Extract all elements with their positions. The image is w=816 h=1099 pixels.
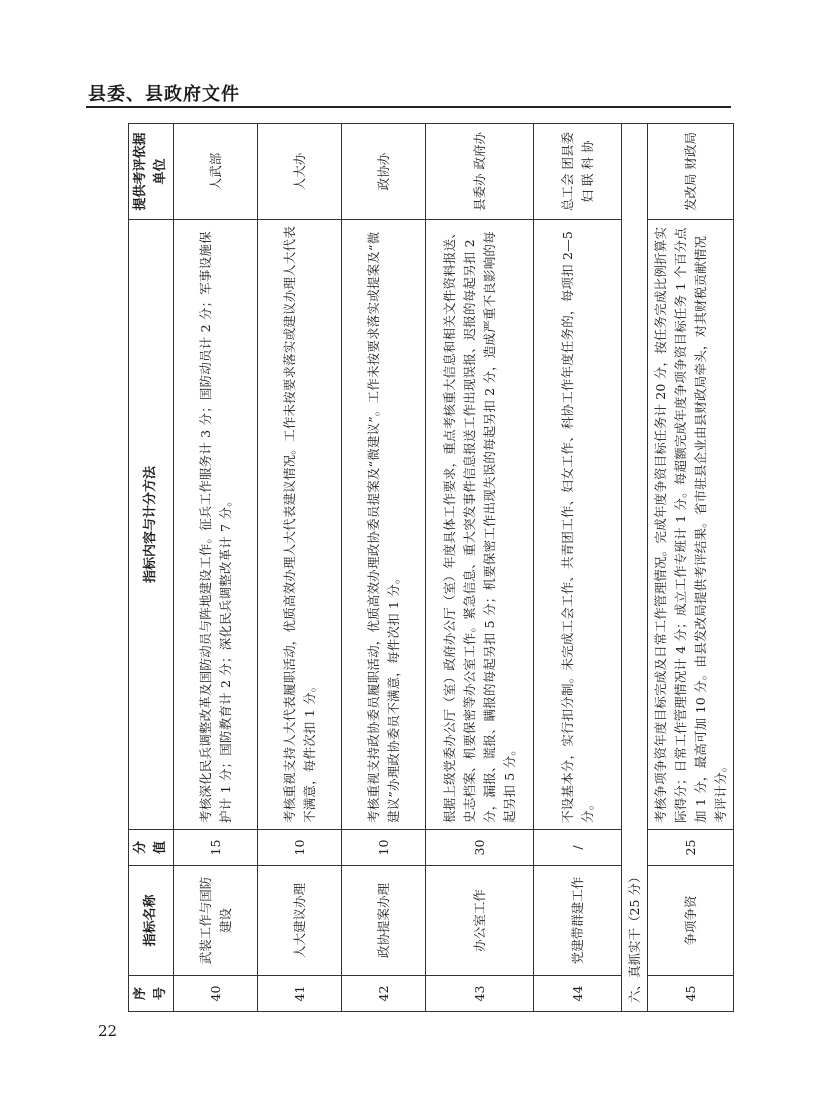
row-unit: 人武部 [174, 124, 258, 220]
row-score: 10 [342, 830, 426, 866]
page-header-title: 县委、县政府文件 [88, 84, 240, 105]
table-header-row [129, 124, 174, 1012]
row-score: 10 [258, 830, 342, 866]
section-row [622, 124, 648, 1012]
table-row [426, 124, 534, 1012]
row-method: 考核争项争资年度目标完成及日常工作管理情况。完成年度争资目标任务计 20 分，按任务完成比例折算实际得分；日常工作管理情况计 4 分；成立工作专班计 1 分。每超额完成年度争项争资目标任务 1 个百分点加 1 分，最高可加 10 分。由县发改局提供考评结果。省市驻县企业由县财政局牵头，对其财税贡献情况考评计分。 [648, 220, 734, 830]
row-unit: 发改局 财政局 [648, 124, 734, 220]
row-seq: 44 [534, 976, 622, 1012]
row-name: 办公室工作 [426, 866, 534, 976]
row-name: 争项争资 [648, 866, 734, 976]
table-row [342, 124, 426, 1012]
col-header-score: 分值 [129, 830, 174, 866]
row-seq: 41 [258, 976, 342, 1012]
row-method: 考核重视支持人大代表履职活动，优质高效办理人大代表建议情况。工作未按要求落实或建议办理人大代表不满意，每件次扣 1 分。 [258, 220, 342, 830]
table-row [258, 124, 342, 1012]
row-method: 根据上级党委办公厅（室）政府办公厅（室）年度具体工作要求，重点考核重大信息和相关文件资料报送、史志档案、机要保密等办公室工作。紧急信息、重大突发事件信息报送工作出现误报、迟报的每起另扣 2 分，漏报、谎报、瞒报的每起另扣 5 分；机要保密工作出现失误的每起另扣 2 分，造成严重不良影响的每起另扣 5 分。 [426, 220, 534, 830]
row-name: 武装工作与国防建设 [174, 866, 258, 976]
row-method: 不设基本分，实行扣分制。未完成工会工作、共青团工作、妇女工作、科协工作年度任务的，每项扣 2—5 分。 [534, 220, 622, 830]
col-header-unit: 提供考评依据单位 [129, 124, 174, 220]
row-seq: 40 [174, 976, 258, 1012]
row-unit: 政协办 [342, 124, 426, 220]
row-name: 人大建议办理 [258, 866, 342, 976]
page-number: 22 [98, 1022, 118, 1040]
col-header-name: 指标名称 [129, 866, 174, 976]
section-label: 六、真抓实干（25 分） [622, 124, 648, 1012]
row-unit: 总工会 团县委 妇 联 科 协 [534, 124, 622, 220]
table-row [534, 124, 622, 1012]
row-method: 考核重视支持政协委员履职活动，优质高效办理政协委员提案及“微建议”。工作未按要求落实或提案及“微建议”办理政协委员不满意，每件次扣 1 分。 [342, 220, 426, 830]
row-seq: 43 [426, 976, 534, 1012]
indicator-table [128, 123, 734, 1012]
header-rule [86, 106, 731, 108]
row-unit: 县委办 政府办 [426, 124, 534, 220]
row-score: / [534, 830, 622, 866]
row-score: 30 [426, 830, 534, 866]
table-row [174, 124, 258, 1012]
row-method: 考核深化民兵调整改革及国防动员与阵地建设工作。征兵工作服务计 3 分；国防动员计 2 分；军事设施保护计 1 分；国防教育计 2 分；深化民兵调整改革计 7 分。 [174, 220, 258, 830]
row-name: 政协提案办理 [342, 866, 426, 976]
indicator-table-container [128, 124, 732, 1012]
col-header-seq: 序号 [129, 976, 174, 1012]
row-unit: 人大办 [258, 124, 342, 220]
table-row [648, 124, 734, 1012]
row-seq: 42 [342, 976, 426, 1012]
row-score: 25 [648, 830, 734, 866]
col-header-method: 指标内容与计分方法 [129, 220, 174, 830]
row-name: 党建带群建工作 [534, 866, 622, 976]
row-seq: 45 [648, 976, 734, 1012]
row-score: 15 [174, 830, 258, 866]
